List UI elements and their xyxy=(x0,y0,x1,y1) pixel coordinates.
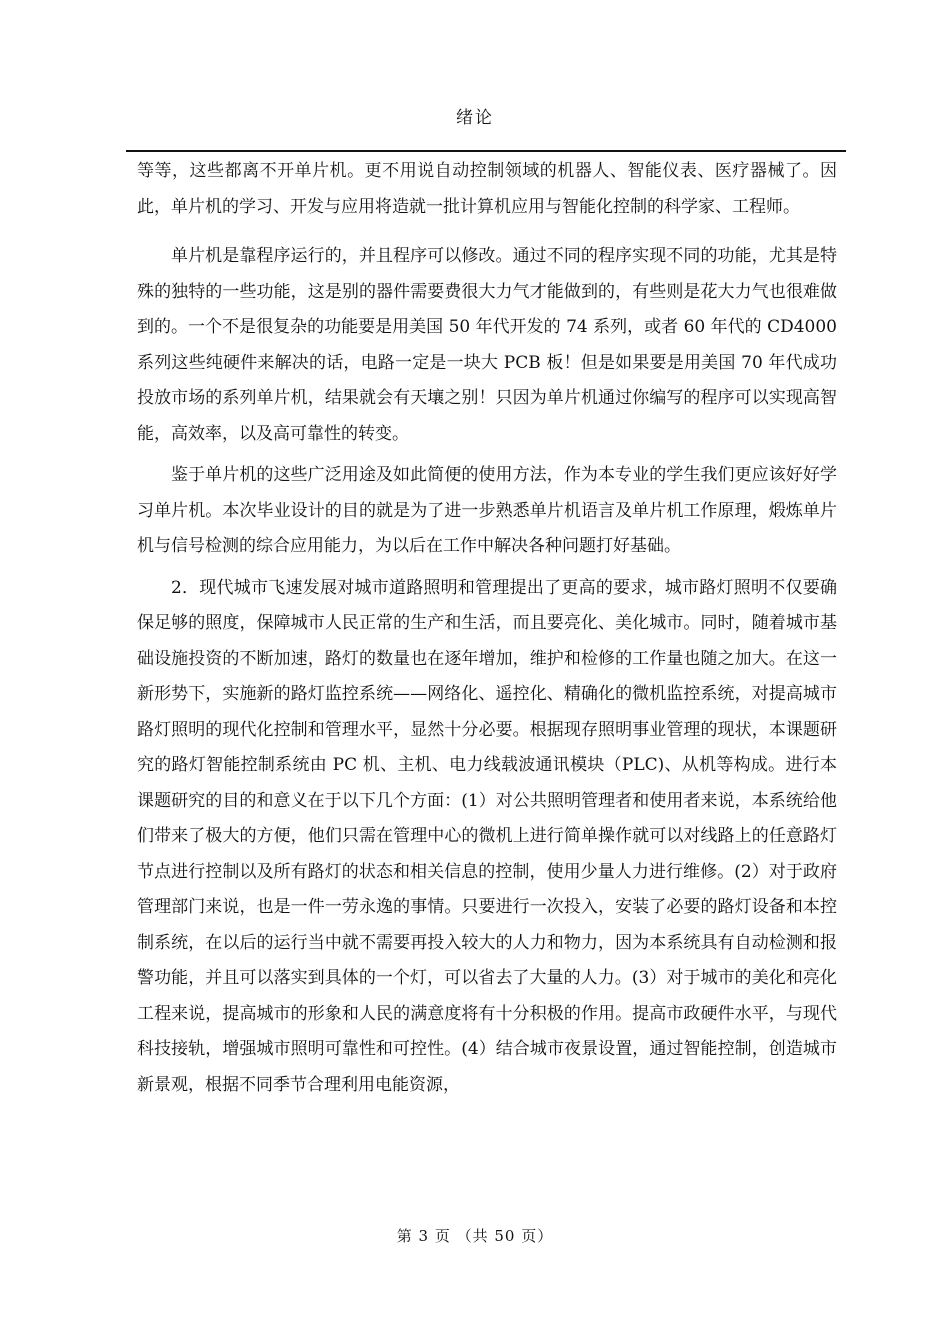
paragraph-design-purpose: 鉴于单片机的这些广泛用途及如此简便的使用方法，作为本专业的学生我们更应该好好学习单片机。本次毕业设计的目的就是为了进一步熟悉单片机语言及单片机工作原理，煅炼单片机与信号检测的综合应用能力，为以后在工作中解决各种问题打好基础。 xyxy=(137,465,837,556)
paragraph-continuation: 等等，这些都离不开单片机。更不用说自动控制领域的机器人、智能仪表、医疗器械了。因此，单片机的学习、开发与应用将造就一批计算机应用与智能化控制的科学家、工程师。 xyxy=(137,161,837,217)
page-footer: 第 3 页 （共 50 页） xyxy=(396,1227,554,1245)
paragraph-street-lighting: 2．现代城市飞速发展对城市道路照明和管理提出了更高的要求，城市路灯照明不仅要确保足够的照度，保障城市人民正常的生产和生活，而且要亮化、美化城市。同时，随着城市基础设施投资的不断加速，路灯的数量也在逐年增加，维护和检修的工作量也随之加大。在这一新形势下，实施新的路灯监控系统——网络化、遥控化、精确化的微机监控系统，对提高城市路灯照明的现代化控制和管理水平，显然十分必要。根据现存照明事业管理的现状，本课题研究的路灯智能控制系统由 PC 机、主机、电力线载波通讯模块（PLC)、从机等构成。进行本课题研究的目的和意义在于以下几个方面：(1）对公共照明管理者和使用者来说，本系统给他们带来了极大的方便，他们只需在管理中心的微机上进行简单操作就可以对线路上的任意路灯节点进行控制以及所有路灯的状态和相关信息的控制，使用少量人力进行维修。(2）对于政府管理部门来说，也是一件一劳永逸的事情。只要进行一次投入，安装了必要的路灯设备和本控制系统，在以后的运行当中就不需要再投入较大的人力和物力，因为本系统具有自动检测和报警功能，并且可以落实到具体的一个灯，可以省去了大量的人力。(3）对于城市的美化和亮化工程来说，提高城市的形象和人民的满意度将有十分积极的作用。提高市政硬件水平，与现代科技接轨，增强城市照明可靠性和可控性。(4）结合城市夜景设置，通过智能控制，创造城市新景观，根据不同季节合理利用电能资源， xyxy=(137,577,837,1095)
paragraph-program-features: 单片机是靠程序运行的，并且程序可以修改。通过不同的程序实现不同的功能，尤其是特殊的独特的一些功能，这是别的器件需要费很大力气才能做到的，有些则是花大力气也很难做到的。一个不是很复杂的功能要是用美国 50 年代开发的 74 系列，或者 60 年代的 CD4000 系列这些纯硬件来解决的话，电路一定是一块大 PCB 板！但是如果要是用美国 70 年代成功投放市场的系列单片机，结果就会有天壤之别！只因为单片机通过你编写的程序可以实现高智能，高效率，以及高可靠性的转变。 xyxy=(137,246,837,444)
header-divider xyxy=(126,150,846,152)
running-header-title: 绪论 xyxy=(456,108,494,128)
body-text xyxy=(137,154,837,1103)
